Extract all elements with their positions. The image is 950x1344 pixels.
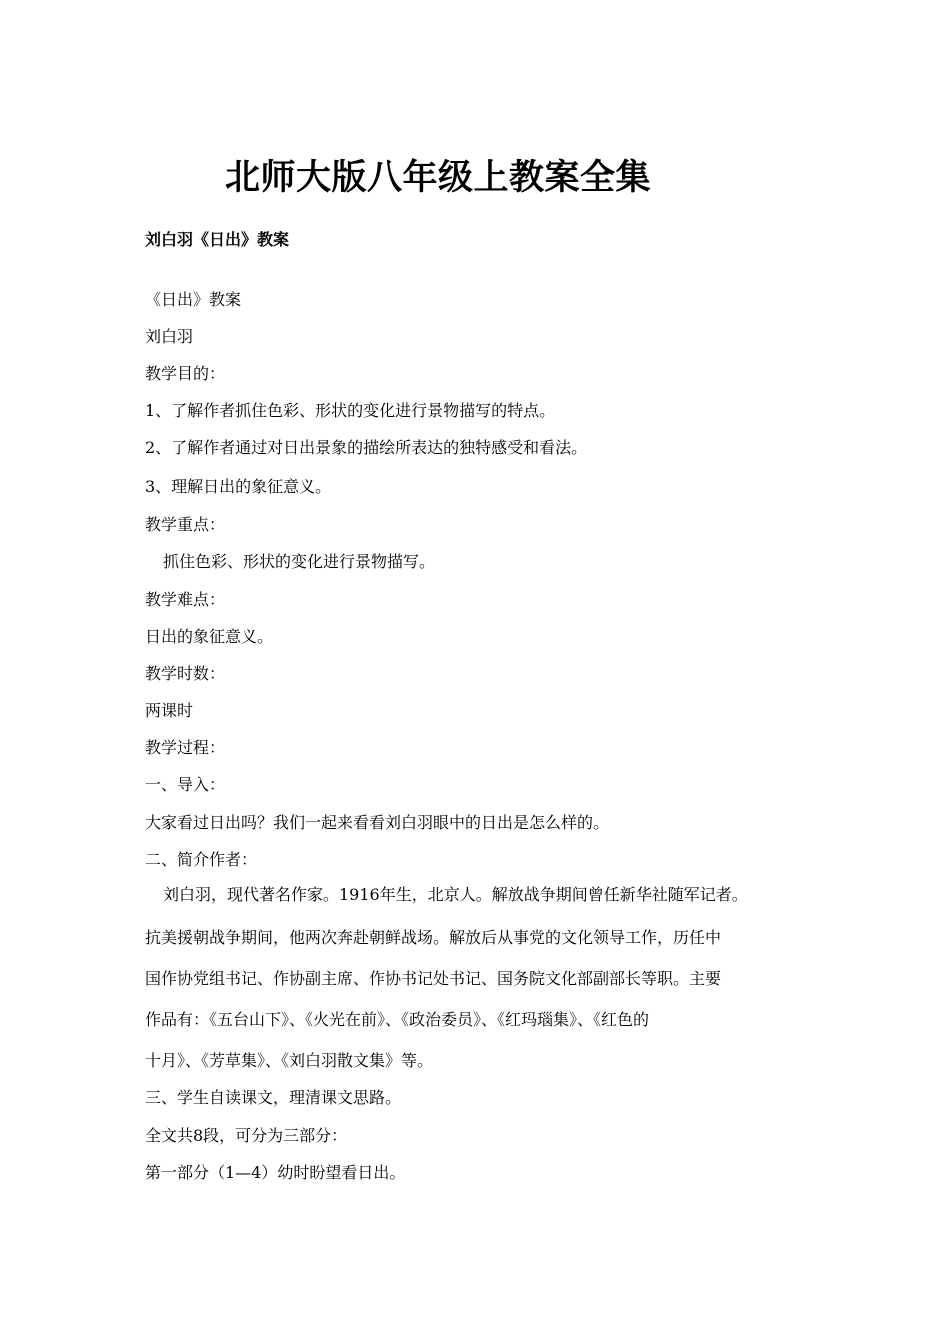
text-line: 2、了解作者通过对日出景象的描绘所表达的独特感受和看法。	[145, 438, 588, 457]
text-line: 刘白羽	[145, 327, 194, 346]
text-line: 三、学生自读课文，理清课文思路。	[145, 1088, 402, 1107]
text-line: 两课时	[145, 701, 194, 720]
text-line: 一、导入：	[145, 775, 226, 794]
text-line: 日出的象征意义。	[145, 627, 274, 646]
text-line: 抓住色彩、形状的变化进行景物描写。	[163, 552, 436, 571]
text-line: 大家看过日出吗？我们一起来看看刘白羽眼中的日出是怎么样的。	[145, 813, 610, 832]
text-line: 全文共8段，可分为三部分：	[145, 1126, 348, 1145]
text-line: 教学过程：	[145, 738, 226, 757]
text-line: 教学难点：	[145, 590, 226, 609]
text-line: 1、了解作者抓住色彩、形状的变化进行景物描写的特点。	[145, 401, 556, 420]
text-line: 国作协党组书记、作协副主席、作协书记处书记、国务院文化部副部长等职。主要	[145, 969, 722, 988]
text-line: 《日出》教案	[145, 290, 242, 309]
text-line: 教学时数：	[145, 664, 226, 683]
lesson-subtitle: 刘白羽《日出》教案	[145, 230, 290, 249]
text-line: 十月》、《芳草集》、《刘白羽散文集》等。	[145, 1051, 434, 1070]
text-line: 二、简介作者：	[145, 850, 258, 869]
text-line: 教学目的：	[145, 364, 226, 383]
text-line: 第一部分（1—4）幼时盼望看日出。	[145, 1163, 406, 1182]
text-line: 刘白羽，现代著名作家。1916年生，北京人。解放战争期间曾任新华社随军记者。	[163, 885, 748, 904]
document-title: 北师大版八年级上教案全集	[225, 158, 652, 198]
text-line: 作品有：《五台山下》、《火光在前》、《政治委员》、《红玛瑙集》、《红色的	[145, 1010, 650, 1029]
text-line: 教学重点：	[145, 515, 226, 534]
text-line: 3、理解日出的象征意义。	[145, 477, 332, 496]
text-line: 抗美援朝战争期间，他两次奔赴朝鲜战场。解放后从事党的文化领导工作，历任中	[145, 928, 722, 947]
